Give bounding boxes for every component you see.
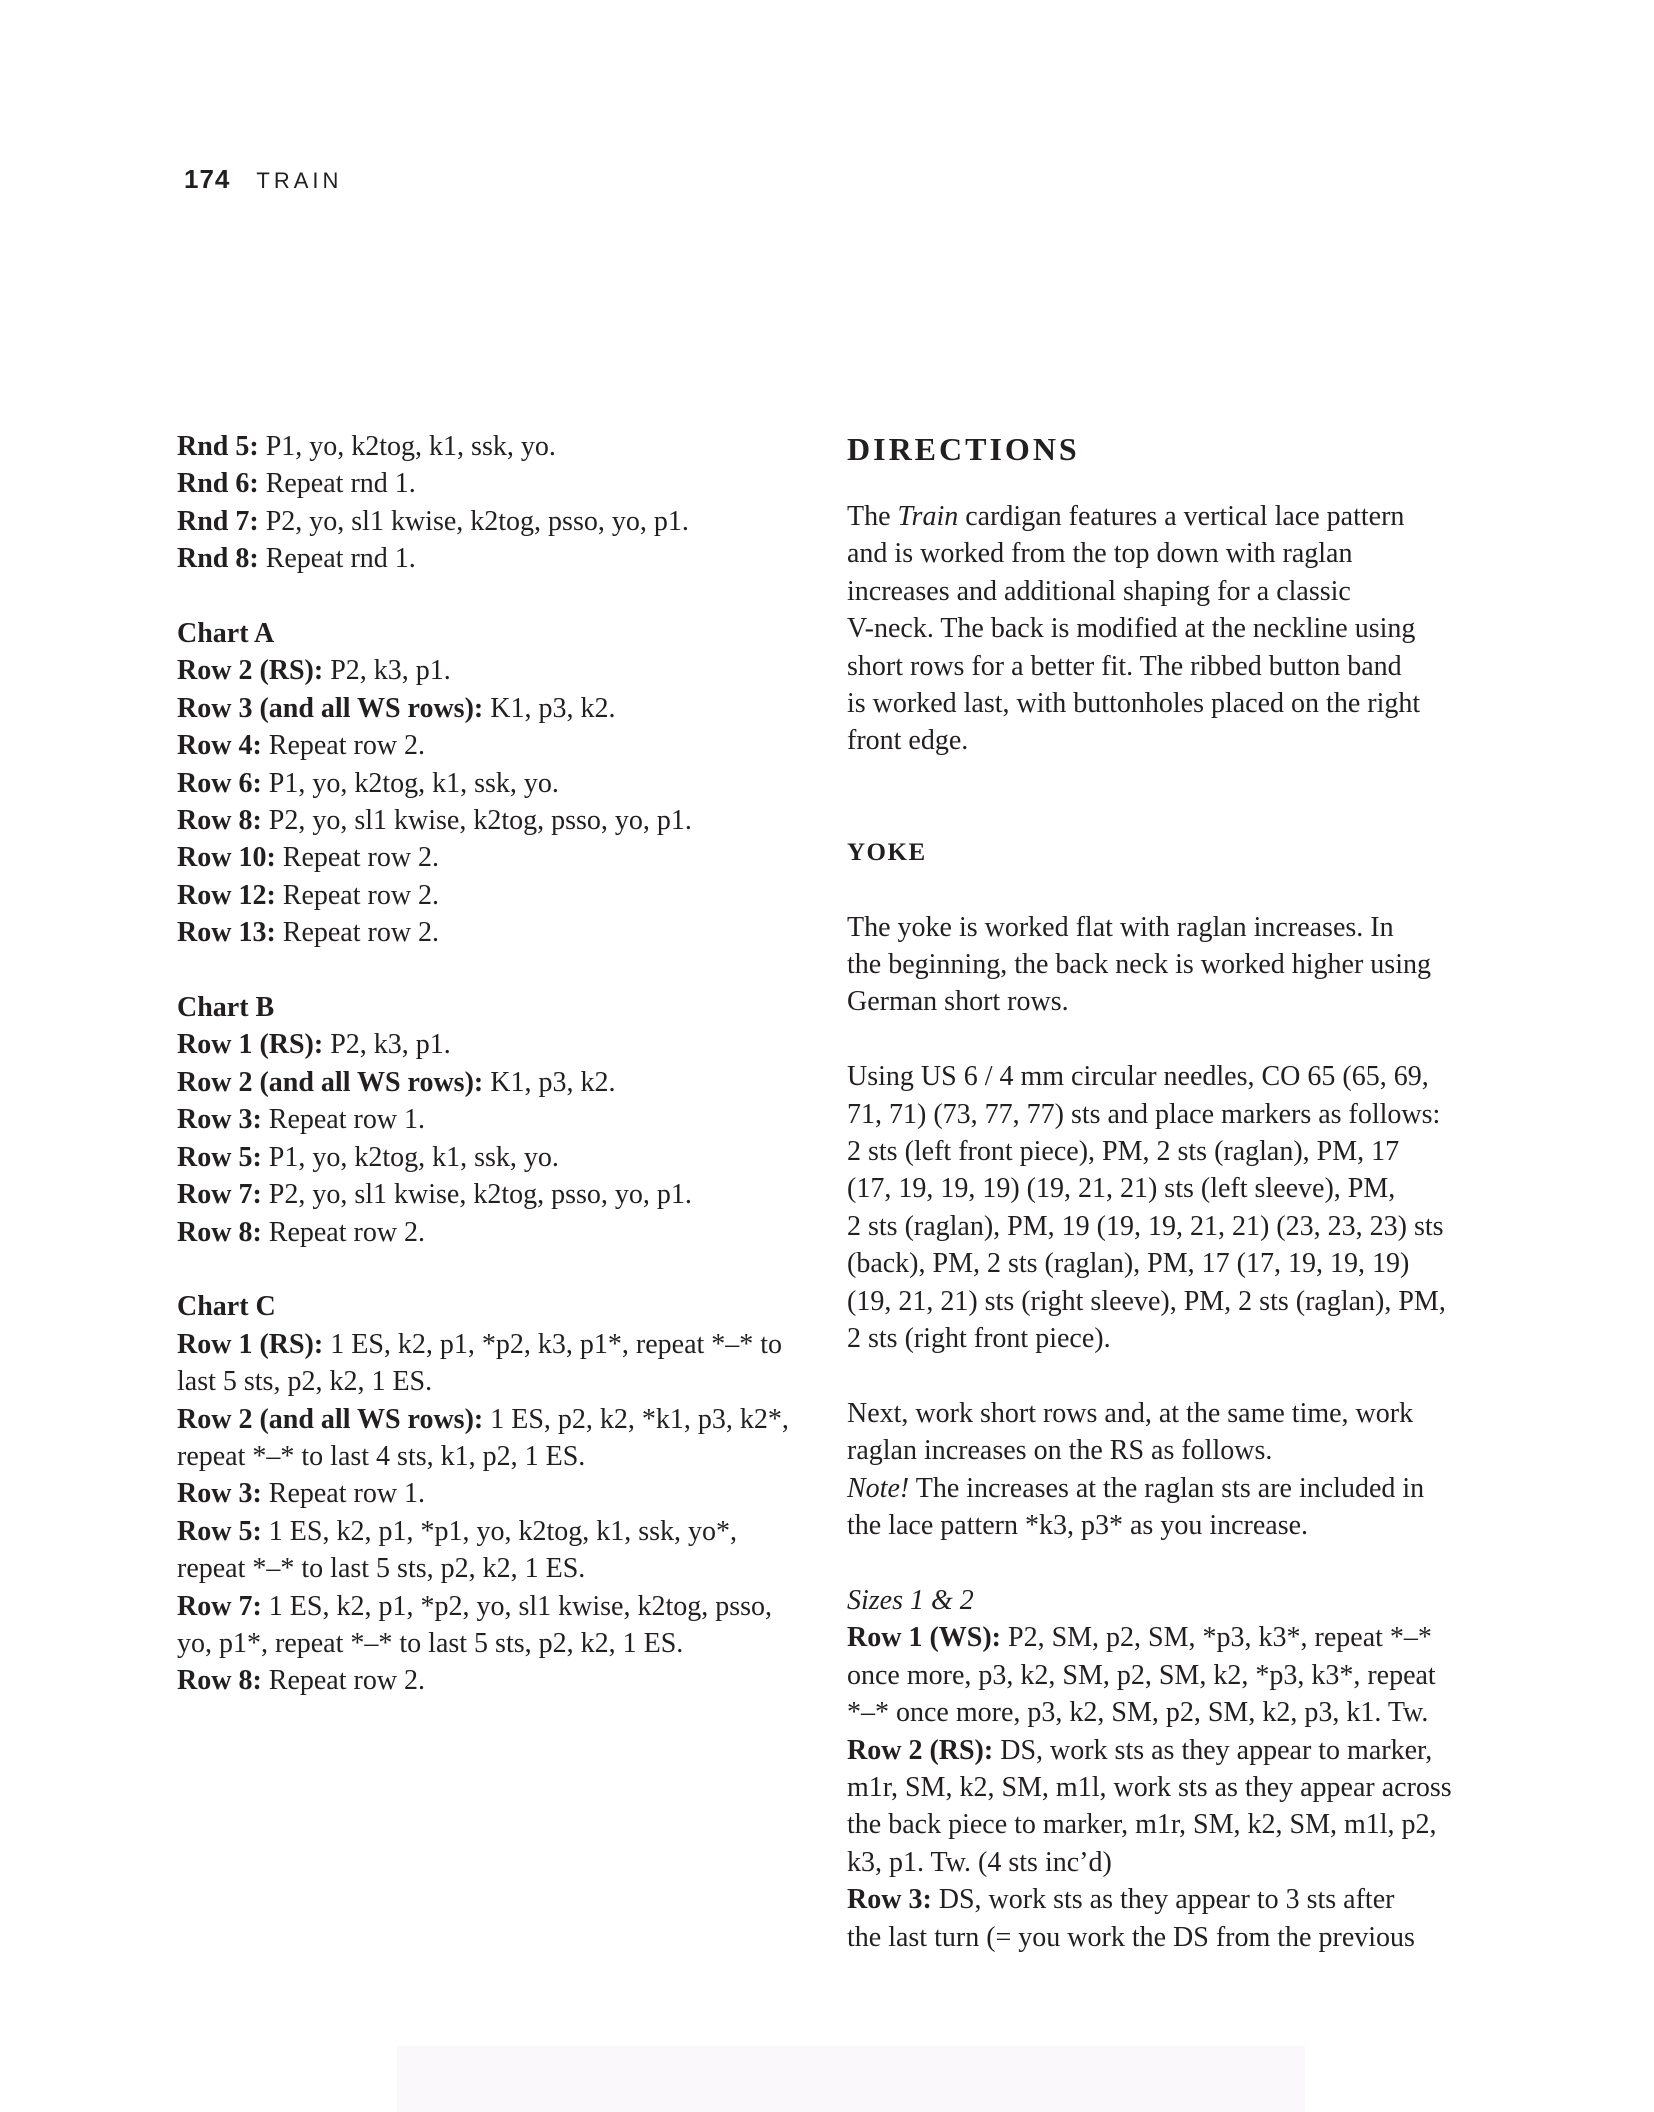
intro-line: is worked last, with buttonholes placed on the right xyxy=(847,688,1421,720)
row-label: Row 7: xyxy=(177,1179,262,1211)
short-rows-line: Next, work short rows and, at the same time, work xyxy=(847,1397,1414,1429)
intro-line: increases and additional shaping for a classic xyxy=(847,575,1351,607)
row-text: P1, yo, k2tog, k1, ssk, yo. xyxy=(261,767,559,799)
yoke-line: The yoke is worked flat with raglan increases. In xyxy=(847,911,1394,943)
instruction-line: repeat *–* to last 5 sts, p2, k2, 1 ES. xyxy=(177,1553,586,1585)
row-text: P2, SM, p2, SM, *p3, k3*, repeat *–* xyxy=(1001,1622,1432,1654)
left-column xyxy=(177,428,807,1700)
instruction-line: the back piece to marker, m1r, SM, k2, SM, m1l, p2, xyxy=(847,1809,1437,1841)
instruction-line: k3, p1. Tw. (4 sts inc’d) xyxy=(847,1846,1112,1878)
instruction-line xyxy=(177,1176,807,1213)
right-column xyxy=(847,428,1477,1956)
intro-line: and is worked from the top down with raglan xyxy=(847,538,1353,570)
row-label: Row 3: xyxy=(177,1478,262,1510)
instruction-line: *–* once more, p3, k2, SM, p2, SM, k2, p3, k1. Tw. xyxy=(847,1697,1429,1729)
row-text: 1 ES, k2, p1, *p2, yo, sl1 kwise, k2tog, psso, xyxy=(261,1590,773,1622)
instruction-line xyxy=(177,428,807,465)
row-text: P2, yo, sl1 kwise, k2tog, psso, yo, p1. xyxy=(261,1179,692,1211)
row-label: Row 5: xyxy=(177,1515,262,1547)
directions-heading: DIRECTIONS xyxy=(847,431,1080,467)
instruction-line: once more, p3, k2, SM, p2, SM, k2, *p3, k3*, repeat xyxy=(847,1659,1436,1691)
row-text: Repeat rnd 1. xyxy=(258,543,416,575)
row-label: Row 13: xyxy=(177,917,276,949)
instruction-line xyxy=(177,727,807,764)
note-line: the lace pattern *k3, p3* as you increase. xyxy=(847,1510,1309,1542)
instruction-line xyxy=(177,1475,807,1512)
instruction-line: last 5 sts, p2, k2, 1 ES. xyxy=(177,1366,433,1398)
instruction-line xyxy=(847,1619,1477,1656)
yoke-line: the beginning, the back neck is worked higher using xyxy=(847,949,1431,981)
cast-on-paragraph xyxy=(847,1058,1477,1357)
instruction-line xyxy=(847,1881,1477,1918)
row-label: Row 7: xyxy=(177,1590,262,1622)
instruction-line: m1r, SM, k2, SM, m1l, work sts as they appear across xyxy=(847,1771,1452,1803)
row-label: Row 3: xyxy=(847,1884,932,1916)
instruction-line xyxy=(177,914,807,951)
row-label: Row 2 (and all WS rows): xyxy=(177,1066,484,1098)
row-text: Repeat rnd 1. xyxy=(258,468,416,500)
row-text: Repeat row 2. xyxy=(261,1665,426,1697)
row-label: Rnd 6: xyxy=(177,468,259,500)
row-text: 1 ES, k2, p1, *p1, yo, k2tog, k1, ssk, yo*, xyxy=(261,1515,738,1547)
chart-c-title: Chart C xyxy=(177,1291,276,1323)
intro-line: front edge. xyxy=(847,725,969,757)
row-text: P2, yo, sl1 kwise, k2tog, psso, yo, p1. xyxy=(258,505,689,537)
note-label: Note! xyxy=(847,1472,910,1504)
instruction-line xyxy=(177,1214,807,1251)
row-text: P1, yo, k2tog, k1, ssk, yo. xyxy=(261,1141,559,1173)
row-text: 1 ES, k2, p1, *p2, k3, p1*, repeat *–* to xyxy=(323,1328,783,1360)
cast-on-line: 2 sts (left front piece), PM, 2 sts (raglan), PM, 17 xyxy=(847,1136,1400,1168)
row-text: Repeat row 2. xyxy=(275,879,440,911)
instruction-line xyxy=(177,1401,807,1438)
instruction-line xyxy=(177,1662,807,1699)
row-label: Row 2 (and all WS rows): xyxy=(177,1403,484,1435)
instruction-line xyxy=(177,690,807,727)
row-text: P2, k3, p1. xyxy=(323,1029,451,1061)
cast-on-line: (17, 19, 19, 19) (19, 21, 21) sts (left sleeve), PM, xyxy=(847,1173,1396,1205)
instruction-line xyxy=(177,877,807,914)
row-label: Row 8: xyxy=(177,1216,262,1248)
row-label: Row 1 (WS): xyxy=(847,1622,1001,1654)
row-label: Row 3 (and all WS rows): xyxy=(177,692,484,724)
instruction-line xyxy=(177,540,807,577)
instruction-line xyxy=(177,765,807,802)
row-text: Repeat row 2. xyxy=(261,730,426,762)
instruction-line xyxy=(177,1326,807,1363)
intro-text: The xyxy=(847,501,898,532)
instruction-line xyxy=(177,802,807,839)
instruction-line xyxy=(177,1513,807,1550)
chart-b-title: Chart B xyxy=(177,992,275,1024)
row-text: Repeat row 2. xyxy=(261,1216,426,1248)
row-text: DS, work sts as they appear to 3 sts after xyxy=(931,1884,1395,1916)
row-label: Row 10: xyxy=(177,842,276,874)
row-label: Row 6: xyxy=(177,767,262,799)
instruction-line xyxy=(177,1588,807,1625)
row-text: K1, p3, k2. xyxy=(483,692,616,724)
pattern-name: Train xyxy=(897,501,959,532)
row-label: Row 8: xyxy=(177,1665,262,1697)
row-label: Row 12: xyxy=(177,879,276,911)
short-rows-paragraph xyxy=(847,1395,1477,1545)
row-text: DS, work sts as they appear to marker, xyxy=(993,1734,1433,1766)
intro-paragraph xyxy=(847,498,1477,760)
row-text: Repeat row 2. xyxy=(275,917,440,949)
running-header xyxy=(184,164,342,196)
page-number: 174 xyxy=(184,164,231,194)
instruction-line xyxy=(177,1139,807,1176)
short-rows-line: raglan increases on the RS as follows. xyxy=(847,1435,1273,1467)
instruction-line xyxy=(177,1101,807,1138)
row-text: P2, yo, sl1 kwise, k2tog, psso, yo, p1. xyxy=(261,805,692,837)
row-label: Row 2 (RS): xyxy=(847,1734,994,1766)
chart-a-title: Chart A xyxy=(177,618,275,650)
yoke-line: German short rows. xyxy=(847,986,1069,1018)
row-label: Row 1 (RS): xyxy=(177,1328,324,1360)
cast-on-line: (19, 21, 21) sts (right sleeve), PM, 2 sts (raglan), PM, xyxy=(847,1285,1446,1317)
note-text: The increases at the raglan sts are included in xyxy=(909,1472,1425,1504)
row-text: P1, yo, k2tog, k1, ssk, yo. xyxy=(258,431,556,462)
running-title: TRAIN xyxy=(256,168,343,193)
yoke-paragraph xyxy=(847,909,1477,1021)
row-label: Row 2 (RS): xyxy=(177,655,324,687)
instruction-line xyxy=(177,1026,807,1063)
instruction-line xyxy=(847,1732,1477,1769)
intro-line: V-neck. The back is modified at the neckline using xyxy=(847,613,1416,645)
row-text: 1 ES, p2, k2, *k1, p3, k2*, xyxy=(483,1403,789,1435)
row-text: P2, k3, p1. xyxy=(323,655,451,687)
row-label: Row 4: xyxy=(177,730,262,762)
intro-text: cardigan features a vertical lace pattern xyxy=(958,501,1405,532)
row-label: Rnd 7: xyxy=(177,505,259,537)
row-label: Row 3: xyxy=(177,1104,262,1136)
cast-on-line: 2 sts (raglan), PM, 19 (19, 19, 21, 21) (23, 23, 23) sts xyxy=(847,1210,1444,1242)
cast-on-line: 71, 71) (73, 77, 77) sts and place markers as follows: xyxy=(847,1098,1441,1130)
instruction-line xyxy=(177,465,807,502)
yoke-heading: YOKE xyxy=(847,838,927,866)
cast-on-line: Using US 6 / 4 mm circular needles, CO 65 (65, 69, xyxy=(847,1061,1429,1093)
instruction-line xyxy=(177,503,807,540)
instruction-line xyxy=(177,839,807,876)
instruction-line: repeat *–* to last 4 sts, k1, p2, 1 ES. xyxy=(177,1440,586,1472)
instruction-line: yo, p1*, repeat *–* to last 5 sts, p2, k2, 1 ES. xyxy=(177,1627,684,1659)
row-label: Rnd 5: xyxy=(177,431,259,462)
row-label: Row 1 (RS): xyxy=(177,1029,324,1061)
row-text: Repeat row 1. xyxy=(261,1478,426,1510)
row-label: Row 5: xyxy=(177,1141,262,1173)
instruction-line xyxy=(177,1064,807,1101)
instruction-line: the last turn (= you work the DS from the previous xyxy=(847,1921,1415,1953)
row-text: K1, p3, k2. xyxy=(483,1066,616,1098)
row-label: Rnd 8: xyxy=(177,543,259,575)
row-text: Repeat row 2. xyxy=(275,842,440,874)
footer-band xyxy=(397,2046,1305,2112)
cast-on-line: (back), PM, 2 sts (raglan), PM, 17 (17, 19, 19, 19) xyxy=(847,1248,1410,1280)
intro-line: short rows for a better fit. The ribbed button band xyxy=(847,650,1402,682)
cast-on-line: 2 sts (right front piece). xyxy=(847,1323,1111,1355)
sizes-label: Sizes 1 & 2 xyxy=(847,1584,974,1616)
row-label: Row 8: xyxy=(177,805,262,837)
row-text: Repeat row 1. xyxy=(261,1104,426,1136)
instruction-line xyxy=(177,652,807,689)
